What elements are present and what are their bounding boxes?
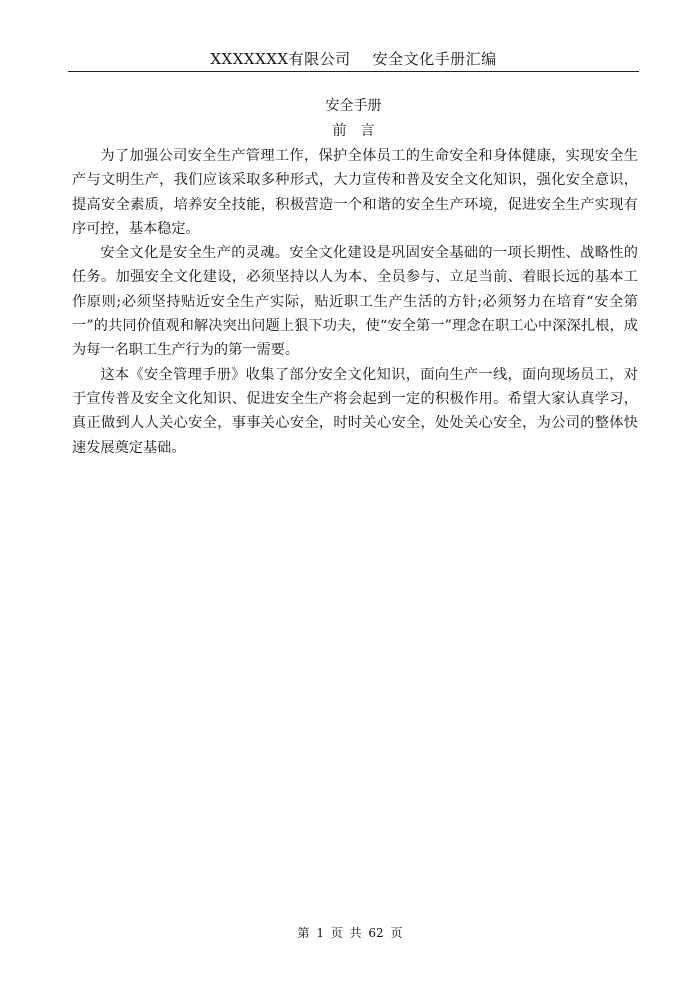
document-title: 安全手册 (325, 98, 382, 114)
page-footer: 第 1 页 共 62 页 (297, 926, 403, 940)
body-paragraph: 安全文化是安全生产的灵魂。安全文化建设是巩固安全基础的一项长期性、战略性的任务。加强安全文化建设，必须坚持以人为本、全员参与、立足当前、着眼长远的基本工作原则;必须坚持贴近安全生产实际，贴近职工生产生活的方针;必须努力在培育“安全第一”的共同价值观和解决突出问题上狠下功夫，使“安全第一”理念在职工心中深深扎根，成为每一名职工生产行为的第一需要。 (72, 245, 638, 359)
header-company-name: XXXXXXX有限公司 (210, 50, 351, 68)
section-heading-preface: 前言 (332, 123, 389, 139)
document-body (72, 144, 638, 460)
running-header (68, 48, 639, 70)
body-paragraph: 这本《安全管理手册》收集了部分安全文化知识，面向生产一线，面向现场员工，对于宣传普及安全文化知识、促进安全生产将会起到一定的积极作用。希望大家认真学习，真正做到人人关心安全，事事关心安全，时时关心安全，处处关心安全，为公司的整体快速发展奠定基础。 (72, 366, 638, 456)
header-rule (68, 71, 639, 72)
header-collection-title: 安全文化手册汇编 (372, 50, 497, 68)
body-paragraph: 为了加强公司安全生产管理工作，保护全体员工的生命安全和身体健康，实现安全生产与文明生产，我们应该采取多种形式，大力宣传和普及安全文化知识，强化安全意识，提高安全素质，培养安全技能，积极营造一个和谐的安全生产环境，促进安全生产实现有序可控，基本稳定。 (72, 148, 638, 237)
